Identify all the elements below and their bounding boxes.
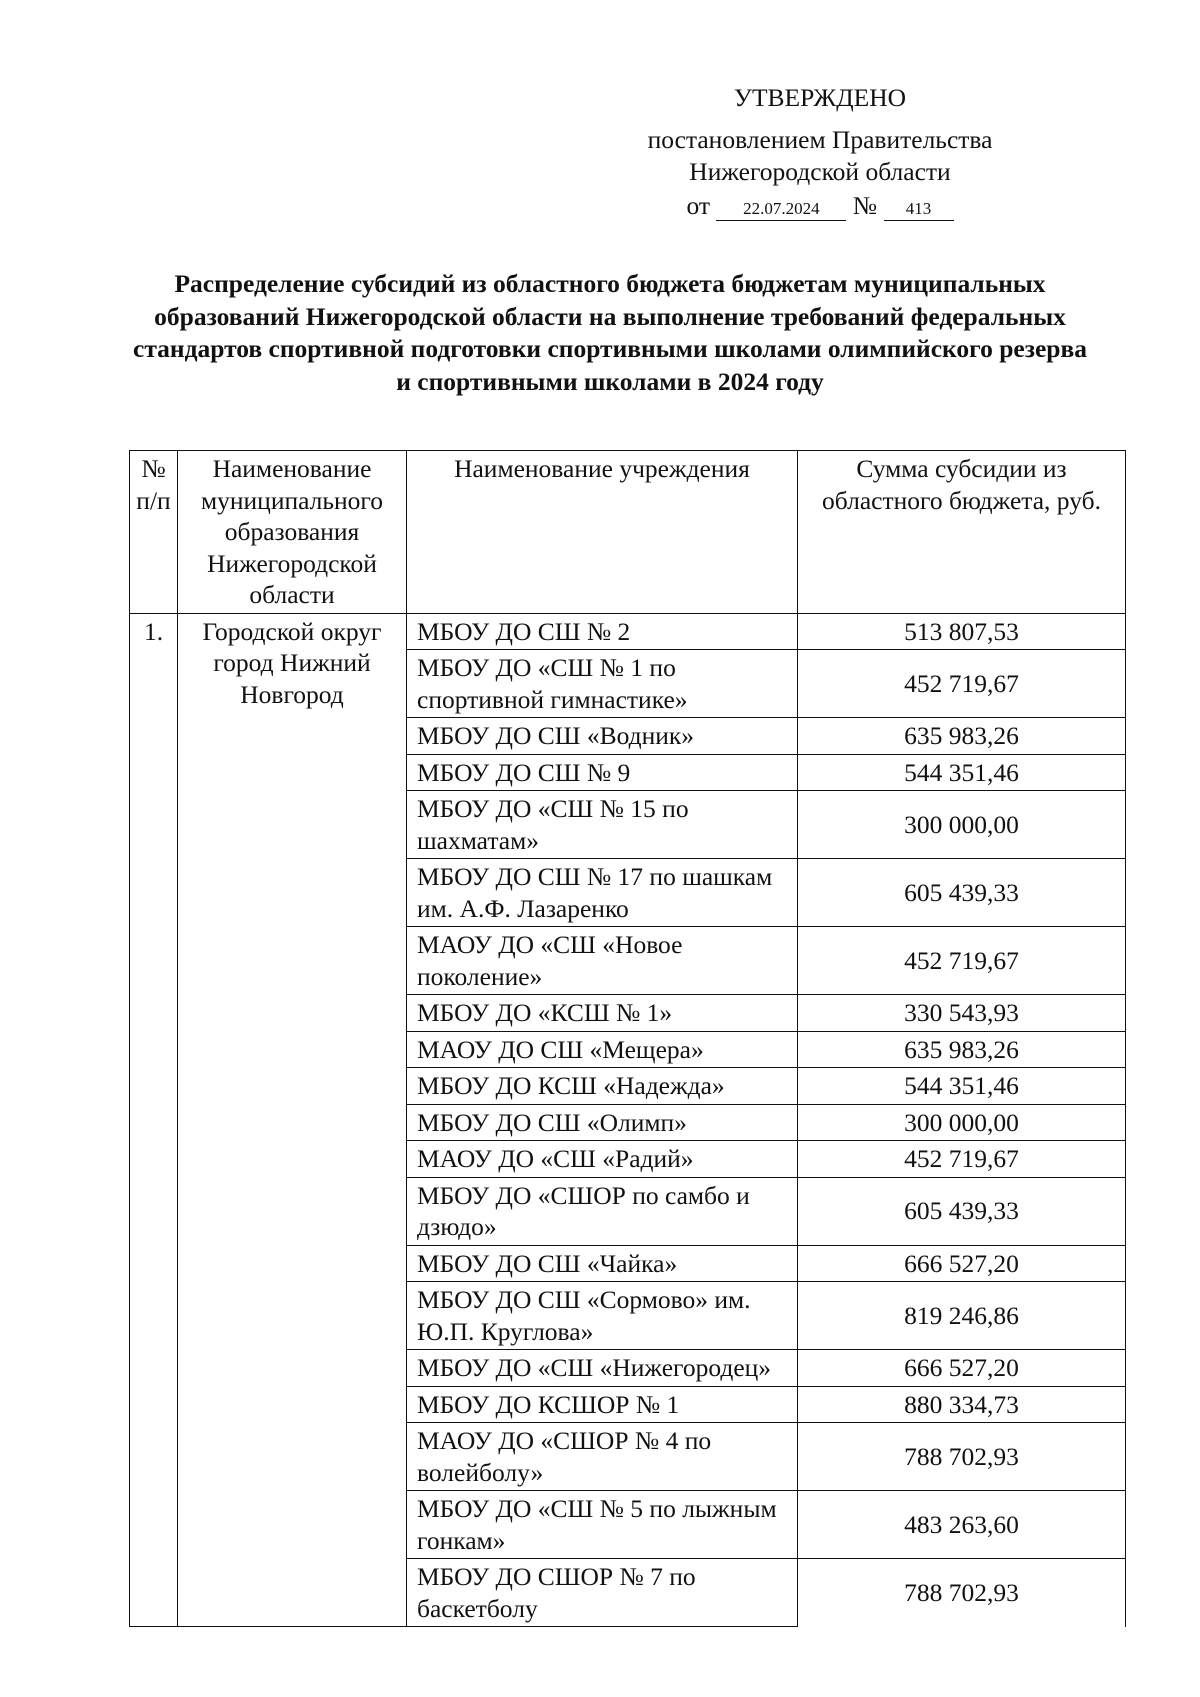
table-body <box>130 613 1126 1627</box>
subsidy-table <box>129 450 1126 1627</box>
subsidy-amount: 605 439,33 <box>798 859 1126 927</box>
header-institution: Наименование учреждения <box>407 451 798 614</box>
subsidy-amount: 788 702,93 <box>798 1559 1126 1627</box>
institution-name: МБОУ ДО СШ «Сормово» им. Ю.П. Круглова» <box>407 1282 798 1350</box>
subsidy-amount: 452 719,67 <box>798 1141 1126 1178</box>
institution-name: МАОУ ДО «СШ «Новое поколение» <box>407 927 798 995</box>
subsidy-amount: 635 983,26 <box>798 1031 1126 1068</box>
subsidy-amount: 605 439,33 <box>798 1177 1126 1245</box>
subsidy-amount: 635 983,26 <box>798 718 1126 755</box>
approval-block <box>610 82 1030 222</box>
subsidy-amount: 666 527,20 <box>798 1245 1126 1282</box>
institution-name: МБОУ ДО «СШ № 1 по спортивной гимнастике» <box>407 650 798 718</box>
approval-title: УТВЕРЖДЕНО <box>733 83 907 112</box>
institution-name: МБОУ ДО СШОР № 7 по баскетболу <box>407 1559 798 1627</box>
subsidy-amount: 330 543,93 <box>798 995 1126 1032</box>
approval-line-2: Нижегородской области <box>689 157 951 186</box>
institution-name: МБОУ ДО СШ № 17 по шашкам им. А.Ф. Лазаренко <box>407 859 798 927</box>
document-title: Распределение субсидий из областного бюджета бюджетам муниципальных образований Нижегородской области на выполнение требований федеральных стандартов спортивной подготовки спортивными школами олимпийского резерва и спортивными школами в 2024 году <box>133 269 1087 396</box>
subsidy-amount: 452 719,67 <box>798 927 1126 995</box>
institution-name: МБОУ ДО «СШ № 15 по шахматам» <box>407 791 798 859</box>
approval-date: 22.07.2024 <box>716 199 846 221</box>
institution-name: МБОУ ДО КСШ «Надежда» <box>407 1068 798 1105</box>
header-number: № п/п <box>130 451 178 614</box>
institution-name: МАОУ ДО «СШ «Радий» <box>407 1141 798 1178</box>
institution-name: МБОУ ДО «СШ «Нижегородец» <box>407 1350 798 1387</box>
institution-name: МБОУ ДО СШ «Чайка» <box>407 1245 798 1282</box>
approval-line-1: постановлением Правительства <box>647 125 993 154</box>
institution-name: МБОУ ДО КСШОР № 1 <box>407 1386 798 1423</box>
subsidy-amount: 300 000,00 <box>798 1104 1126 1141</box>
subsidy-amount: 544 351,46 <box>798 1068 1126 1105</box>
subsidy-amount: 452 719,67 <box>798 650 1126 718</box>
table-row <box>130 613 1126 650</box>
institution-name: МБОУ ДО СШ № 9 <box>407 754 798 791</box>
subsidy-amount: 544 351,46 <box>798 754 1126 791</box>
subsidy-amount: 513 807,53 <box>798 613 1126 650</box>
table-header-row <box>130 451 1126 614</box>
institution-name: МАОУ ДО «СШОР № 4 по волейболу» <box>407 1423 798 1491</box>
subsidy-amount: 666 527,20 <box>798 1350 1126 1387</box>
subsidy-amount: 880 334,73 <box>798 1386 1126 1423</box>
subsidy-amount: 300 000,00 <box>798 791 1126 859</box>
approval-date-line <box>686 190 953 222</box>
institution-name: МБОУ ДО СШ № 2 <box>407 613 798 650</box>
institution-name: МАОУ ДО СШ «Мещера» <box>407 1031 798 1068</box>
institution-name: МБОУ ДО «КСШ № 1» <box>407 995 798 1032</box>
row-number: 1. <box>130 613 178 1627</box>
subsidy-amount: 819 246,86 <box>798 1282 1126 1350</box>
date-prefix: от <box>686 191 711 220</box>
subsidy-amount: 788 702,93 <box>798 1423 1126 1491</box>
municipality-name: Городской округ город Нижний Новгород <box>178 613 407 1627</box>
number-prefix: № <box>852 191 878 220</box>
header-amount: Сумма субсидии из областного бюджета, руб. <box>798 451 1126 614</box>
subsidy-amount: 483 263,60 <box>798 1491 1126 1559</box>
header-municipality: Наименование муниципального образования Нижегородской области <box>178 451 407 614</box>
approval-number: 413 <box>884 199 954 221</box>
institution-name: МБОУ ДО СШ «Олимп» <box>407 1104 798 1141</box>
institution-name: МБОУ ДО «СШОР по самбо и дзюдо» <box>407 1177 798 1245</box>
institution-name: МБОУ ДО СШ «Водник» <box>407 718 798 755</box>
institution-name: МБОУ ДО «СШ № 5 по лыжным гонкам» <box>407 1491 798 1559</box>
